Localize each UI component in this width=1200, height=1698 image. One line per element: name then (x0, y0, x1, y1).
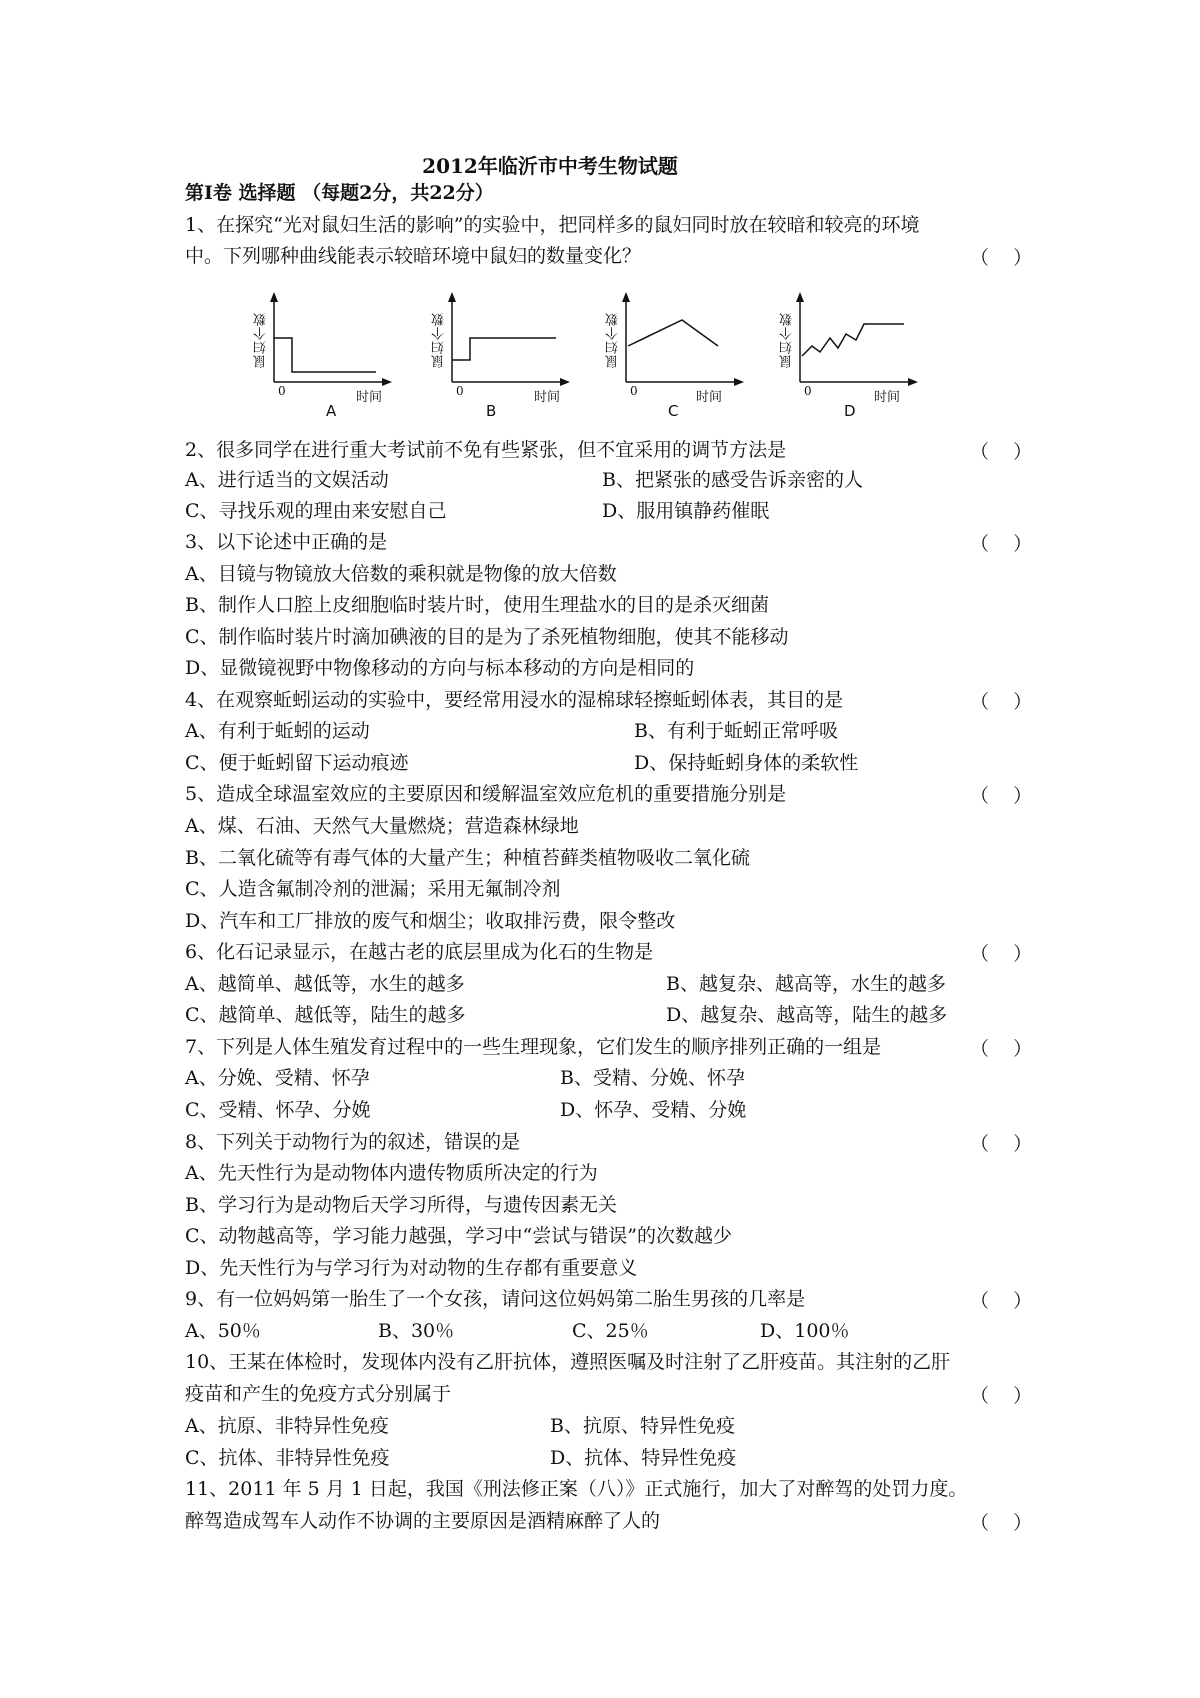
q8-option-d: D、先天性行为与学习行为对动物的生存都有重要意义 (185, 1257, 638, 1279)
q11-stem-line1: 11、2011 年 5 月 1 日起，我国《刑法修正案（八）》正式施行，加大了对醉驾的处罚力度。 (185, 1478, 968, 1500)
graph-d (780, 290, 924, 420)
graph-d-ylabel: 鼠妇个数 (780, 312, 795, 368)
q2-option-d: D、服用镇静药催眠 (602, 500, 770, 522)
q3-stem: 3、以下论述中正确的是 (185, 531, 388, 553)
graph-a-xlabel: 时间 (356, 390, 383, 405)
q3-option-a: A、目镜与物镜放大倍数的乘积就是物像的放大倍数 (185, 563, 617, 585)
q6-option-b: B、越复杂、越高等，水生的越多 (666, 973, 946, 995)
graph-c-xlabel: 时间 (696, 390, 723, 405)
graph-a-origin: 0 (278, 384, 286, 398)
q5-option-d: D、汽车和工厂排放的废气和烟尘；收取排污费，限令整改 (185, 910, 676, 932)
graph-a-ylabel: 鼠妇个数 (254, 312, 269, 368)
q11-stem-line2: 醉驾造成驾车人动作不协调的主要原因是酒精麻醉了人的 (185, 1510, 661, 1532)
q3-option-b: B、制作人口腔上皮细胞临时装片时，使用生理盐水的目的是杀灭细菌 (185, 594, 769, 616)
graph-b-label: B (486, 402, 497, 420)
q8-stem: 8、下列关于动物行为的叙述，错误的是 (185, 1131, 521, 1153)
q7-option-b: B、受精、分娩、怀孕 (560, 1067, 745, 1089)
q6-option-c: C、越简单、越低等，陆生的越多 (185, 1004, 466, 1026)
q4-option-a: A、有利于蚯蚓的运动 (185, 720, 370, 742)
graph-b (432, 290, 576, 420)
q9-answer-blank: （ ） (970, 1290, 1033, 1312)
graph-d-plot (784, 290, 924, 420)
q9-option-d: D、100％ (760, 1320, 850, 1342)
q4-answer-blank: （ ） (970, 691, 1033, 713)
q7-option-a: A、分娩、受精、怀孕 (185, 1067, 370, 1089)
q1-stem-line1: 1、在探究“光对鼠妇生活的影响”的实验中，把同样多的鼠妇同时放在较暗和较亮的环境 (185, 214, 920, 236)
q10-option-d: D、抗体、特异性免疫 (550, 1447, 737, 1469)
q4-option-b: B、有利于蚯蚓正常呼吸 (634, 720, 838, 742)
q8-answer-blank: （ ） (970, 1133, 1033, 1155)
q4-option-c: C、便于蚯蚓留下运动痕迹 (185, 752, 409, 774)
graph-a-label: A (326, 402, 337, 420)
q2-option-c: C、寻找乐观的理由来安慰自己 (185, 500, 447, 522)
q2-option-a: A、进行适当的文娱活动 (185, 469, 389, 491)
q10-option-b: B、抗原、特异性免疫 (550, 1415, 735, 1437)
q2-option-b: B、把紧张的感受告诉亲密的人 (602, 469, 863, 491)
q10-option-c: C、抗体、非特异性免疫 (185, 1447, 390, 1469)
q6-option-a: A、越简单、越低等，水生的越多 (185, 973, 465, 995)
q6-answer-blank: （ ） (970, 943, 1033, 965)
q8-option-b: B、学习行为是动物后天学习所得，与遗传因素无关 (185, 1194, 617, 1216)
graph-c-plot (610, 290, 750, 420)
graph-c-origin: 0 (630, 384, 638, 398)
q10-stem-line2: 疫苗和产生的免疫方式分别属于 (185, 1383, 452, 1405)
section-heading: 第Ⅰ卷 选择题 （每题2分，共22分） (185, 182, 494, 204)
q6-option-d: D、越复杂、越高等，陆生的越多 (666, 1004, 948, 1026)
q9-stem: 9、有一位妈妈第一胎生了一个女孩，请问这位妈妈第二胎生男孩的几率是 (185, 1288, 806, 1310)
q3-option-c: C、制作临时装片时滴加碘液的目的是为了杀死植物细胞，使其不能移动 (185, 626, 789, 648)
q10-stem-line1: 10、王某在体检时，发现体内没有乙肝抗体，遵照医嘱及时注射了乙肝疫苗。其注射的乙肝 (185, 1351, 951, 1373)
q5-option-a: A、煤、石油、天然气大量燃烧；营造森林绿地 (185, 815, 579, 837)
exam-title: 2012年临沂市中考生物试题 (422, 154, 678, 178)
q9-option-a: A、50％ (185, 1320, 261, 1342)
q2-stem: 2、很多同学在进行重大考试前不免有些紧张，但不宜采用的调节方法是 (185, 439, 787, 461)
q7-answer-blank: （ ） (970, 1038, 1033, 1060)
q8-option-a: A、先天性行为是动物体内遗传物质所决定的行为 (185, 1162, 598, 1184)
graph-b-curve (452, 338, 556, 360)
q5-answer-blank: （ ） (970, 785, 1033, 807)
q10-answer-blank: （ ） (970, 1385, 1033, 1407)
q2-answer-blank: （ ） (970, 441, 1033, 463)
graph-c-ylabel: 鼠妇个数 (606, 312, 621, 368)
graph-c-label: C (668, 402, 679, 420)
q4-option-d: D、保持蚯蚓身体的柔软性 (634, 752, 859, 774)
graph-d-curve (802, 324, 904, 356)
q6-stem: 6、化石记录显示，在越古老的底层里成为化石的生物是 (185, 941, 654, 963)
q4-stem: 4、在观察蚯蚓运动的实验中，要经常用浸水的湿棉球轻擦蚯蚓体表，其目的是 (185, 689, 844, 711)
q1-stem-line2: 中。下列哪种曲线能表示较暗环境中鼠妇的数量变化？ (185, 245, 642, 267)
q3-answer-blank: （ ） (970, 533, 1033, 555)
graph-c-curve (628, 320, 718, 346)
q5-option-c: C、人造含氟制冷剂的泄漏；采用无氟制冷剂 (185, 878, 561, 900)
q9-option-b: B、30％ (378, 1320, 455, 1342)
graph-b-xlabel: 时间 (534, 390, 561, 405)
graph-a-curve (274, 338, 376, 372)
q10-option-a: A、抗原、非特异性免疫 (185, 1415, 389, 1437)
q9-option-c: C、25％ (572, 1320, 649, 1342)
q5-option-b: B、二氧化硫等有毒气体的大量产生；种植苔藓类植物吸收二氧化硫 (185, 847, 750, 869)
q3-option-d: D、显微镜视野中物像移动的方向与标本移动的方向是相同的 (185, 657, 695, 679)
q7-option-c: C、受精、怀孕、分娩 (185, 1099, 371, 1121)
q8-option-c: C、动物越高等，学习能力越强，学习中“尝试与错误”的次数越少 (185, 1225, 732, 1247)
q7-option-d: D、怀孕、受精、分娩 (560, 1099, 747, 1121)
graph-d-origin: 0 (804, 384, 812, 398)
q5-stem: 5、造成全球温室效应的主要原因和缓解温室效应危机的重要措施分别是 (185, 783, 787, 805)
q1-answer-blank: （ ） (970, 247, 1033, 269)
graph-d-label: D (844, 402, 856, 420)
graph-b-ylabel: 鼠妇个数 (432, 312, 447, 368)
q7-stem: 7、下列是人体生殖发育过程中的一些生理现象，它们发生的顺序排列正确的一组是 (185, 1036, 882, 1058)
q11-answer-blank: （ ） (970, 1512, 1033, 1534)
graph-a (254, 290, 398, 420)
graph-d-xlabel: 时间 (874, 390, 901, 405)
graph-b-origin: 0 (456, 384, 464, 398)
graph-c (606, 290, 750, 420)
